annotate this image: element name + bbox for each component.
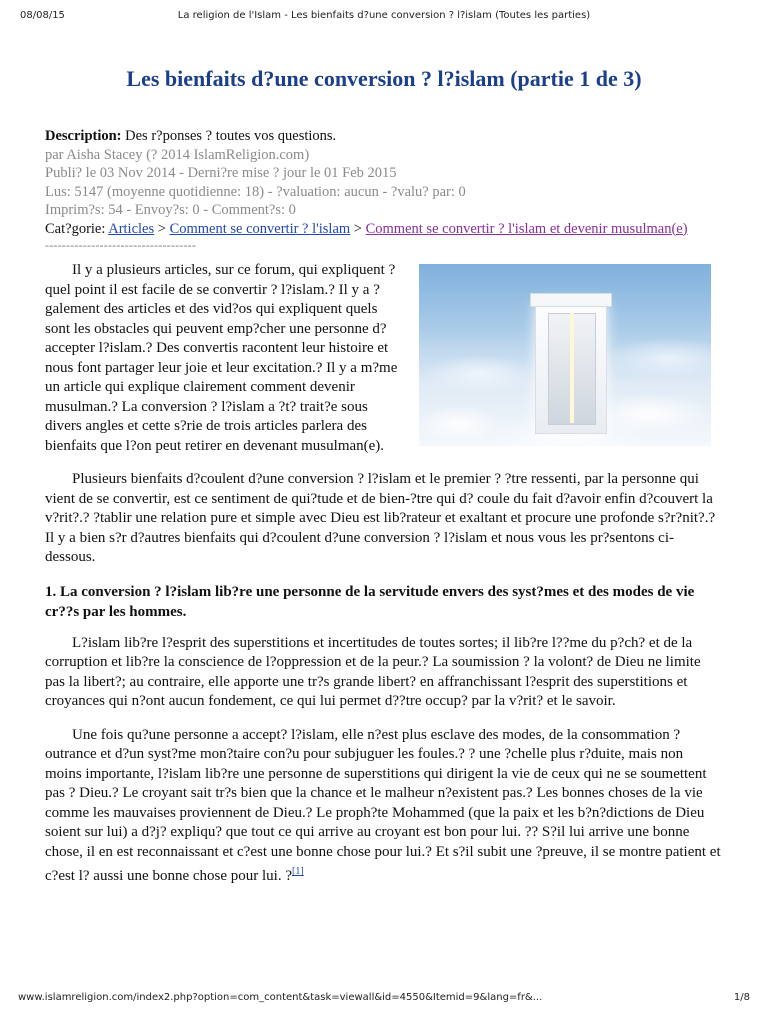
print-header <box>0 10 768 26</box>
print-date: 08/08/15 <box>20 10 65 21</box>
print-url: www.islamreligion.com/index2.php?option=com_content&task=viewall&id=4550&Itemid=9&lang=fr&... <box>18 992 543 1003</box>
author-line: par Aisha Stacey (? 2014 IslamReligion.com) <box>45 146 310 163</box>
breadcrumb-separator: > <box>154 220 170 237</box>
footnote-ref <box>292 866 304 877</box>
paragraph-intro: Il y a plusieurs articles, sur ce forum, qui expliquent ? quel point il est facile de se convertir ? l?islam.? Il y a ?galement des articles et des vid?os qui expliquent quels sont les obstacles qui peuvent emp?cher une personne d? accepter l?islam.? Des convertis racontent leur histoire et nous font partager leur joie et leur excitation.? Il y a m?me un article qui explique clairement comment devenir musulman.? La conversion ? l?islam a ?t? trait?e sous divers angles et cette s?rie de trois articles parlera des bienfaits que l?on peut retirer en devenant musulman(e). <box>45 262 398 454</box>
breadcrumb-articles-link[interactable]: Articles <box>108 220 155 237</box>
print-footer <box>0 992 768 1008</box>
paragraph-benefits: Plusieurs bienfaits d?coulent d?une conversion ? l?islam et le premier ? ?tre ressenti, par la personne qui vient de se convertir, est ce sentiment de qui?tude et de bien-?tre qui d? coule du fait d?avoir enfin d?couvert la v?rit?.? ?tablir une relation pure et simple avec Dieu est lib?rateur et exaltant et procure une profonde s?r?nit?.? Il y a bien s?r d?autres bienfaits qui d?coulent d?une conversion ? l?islam et nous vous les pr?sentons ci-dessous. <box>45 471 716 565</box>
breadcrumb-separator: > <box>350 220 366 237</box>
paragraph-servitude-text: Une fois qu?une personne a accept? l?islam, elle n?est plus esclave des modes, de la consommation ? outrance et d?un syst?me mon?taire con?u pour subjuguer les foules.? ? une ?chelle plus r?duite, mais non moins importante, l?islam lib?re une personne de superstitions qui dirigent la vie de ceux qui ne se soumettent pas ? Dieu.? Le croyant sait tr?s bien que la chance et le malheur n?existent pas.? Les bonnes choses de la vie comme les mauvaises proviennent de Dieu.? Le proph?te Mohammed (que la paix et les b?n?dictions de Dieu soient sur lui) a d?j? expliqu? que tout ce qui arrive au croyant est bon pour lui. ?? S?il lui arrive une bonne chose, il en est reconnaissant et c?est une bonne chose pour lui.? Et s?il subit une ?preuve, il se montre patient et c?est l? aussi une bonne chose pour lui. ? <box>45 726 721 884</box>
page-number: 1/8 <box>733 992 750 1003</box>
category-line <box>45 220 723 239</box>
description-text: Des r?ponses ? toutes vos questions. <box>121 128 337 144</box>
paragraph-freedom: L?islam lib?re l?esprit des superstitions et incertitudes de toutes sortes; il lib?re l??me du p?ch? et de la corruption et lib?re la conscience de l?oppression et de la peur.? La soumission ? la volont? de Dieu ne limite pas la libert?; au contraire, elle apporte une tr?s grande libert? en affranchissant l?esprit des superstitions et croyances qui n?ont aucun fondement, ce qui lui permet d??tre occup? par la v?rit? et le savoir. <box>45 634 701 709</box>
section-heading-1: 1. La conversion ? l?islam lib?re une personne de la servitude envers des syst?mes et des modes de vie cr??s par les hommes. <box>45 583 695 620</box>
paragraph-servitude <box>45 726 723 887</box>
print-doc-title: La religion de l'Islam - Les bienfaits d?une conversion ? l?islam (Toutes les parties) <box>177 10 591 21</box>
article-meta <box>45 127 723 251</box>
footnote-link[interactable]: [1] <box>292 866 304 877</box>
description-label: Description: <box>45 128 122 144</box>
stats-line: Lus: 5147 (moyenne quotidienne: 18) - ?valuation: aucun - ?valu? par: 0 <box>45 183 466 200</box>
dashed-separator: ------------------------------------ <box>45 238 197 252</box>
article <box>45 64 723 901</box>
article-body <box>45 261 723 887</box>
published-line: Publi? le 03 Nov 2014 - Derni?re mise ? jour le 01 Feb 2015 <box>45 165 397 181</box>
breadcrumb-convert-link[interactable]: Comment se convertir ? l'islam <box>169 220 351 237</box>
category-label: Cat?gorie: <box>45 220 109 237</box>
description-line <box>45 127 723 146</box>
article-title: Les bienfaits d?une conversion ? l?islam (partie 1 de 3) <box>126 66 642 91</box>
door-illustration <box>535 302 607 434</box>
breadcrumb-become-muslim-link[interactable]: Comment se convertir ? l'islam et devenir musulman(e) <box>365 220 688 237</box>
door-light-gap <box>570 313 574 423</box>
clouds-door-image <box>419 264 711 446</box>
printed-line: Imprim?s: 54 - Envoy?s: 0 - Comment?s: 0 <box>45 202 296 218</box>
